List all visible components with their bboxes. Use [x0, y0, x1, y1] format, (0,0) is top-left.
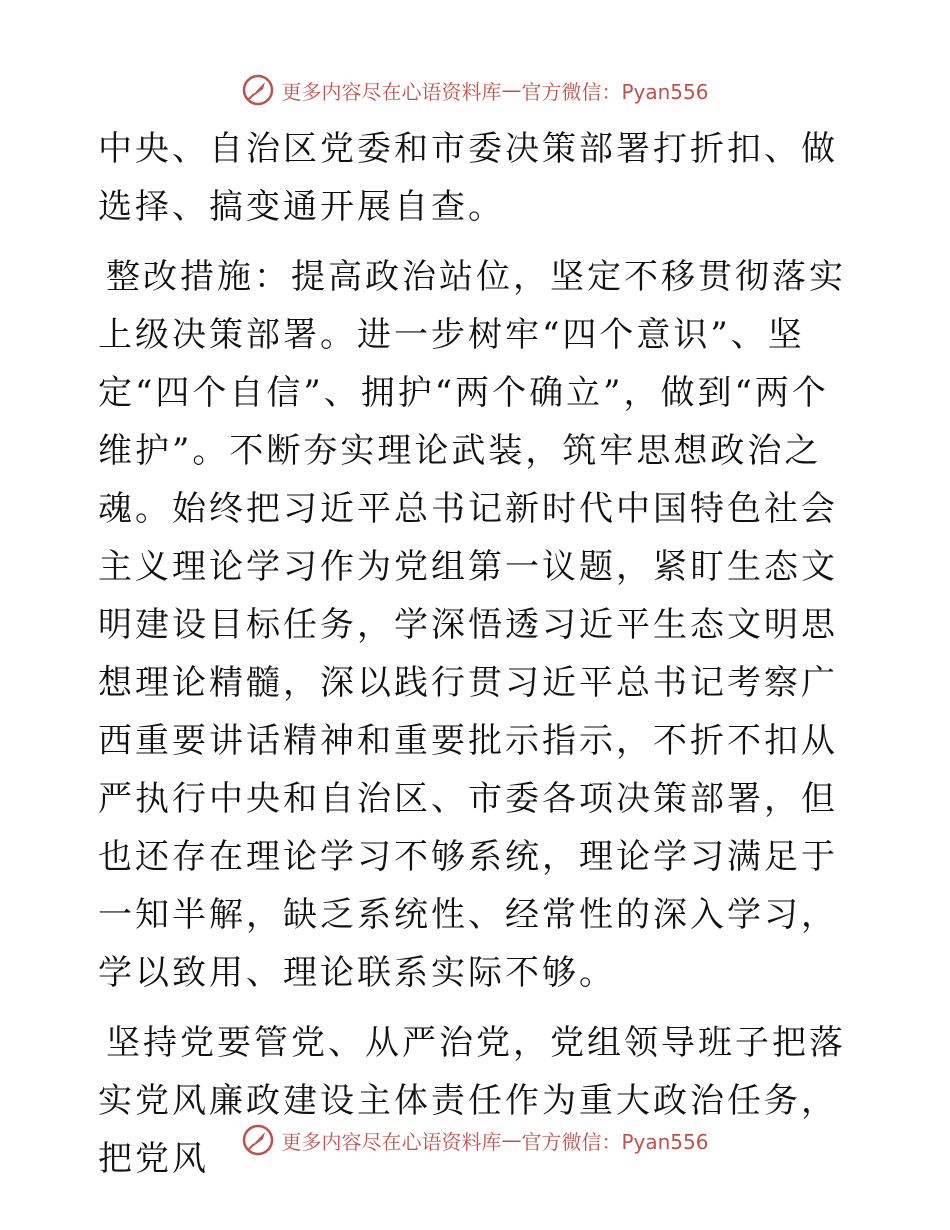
- watermark-main-text: 更多内容尽在心语资料库: [281, 1129, 502, 1154]
- watermark-wechat-text: 官方微信：Pyan556: [521, 79, 709, 104]
- watermark-wechat-text: 官方微信：Pyan556: [521, 1129, 709, 1154]
- watermark-main-text: 更多内容尽在心语资料库: [281, 79, 502, 104]
- document-body: [98, 120, 858, 1188]
- header-watermark: [0, 70, 950, 110]
- paragraph-2: 整改措施：提高政治站位，坚定不移贯彻落实上级决策部署。进一步树牢“四个意识”、坚定“四个自信”、拥护“两个确立”，做到“两个维护”。不断夯实理论武装，筑牢思想政治之魂。始终把习近平总书记新时代中国特色社会主义理论学习作为党组第一议题，紧盯生态文明建设目标任务，学深悟透习近平生态文明思想理论精髓，深以践行贯习近平总书记考察广西重要讲话精神和重要批示指示，不折不扣从严执行中央和自治区、市委各项决策部署，但也还存在理论学习不够系统，理论学习满足于一知半解，缺乏系统性、经常性的深入学习，学以致用、理论联系实际不够。: [98, 257, 846, 993]
- quill-logo-icon: [241, 73, 275, 107]
- paragraph-3: 坚持党要管党、从严治党，党组领导班子把落实党风廉政建设主体责任作为重大政治任务，把党风: [98, 1023, 846, 1179]
- footer-watermark: [0, 1120, 950, 1160]
- quill-logo-icon: [241, 1123, 275, 1157]
- watermark-dash: —: [501, 1128, 522, 1152]
- watermark-dash: —: [501, 78, 522, 102]
- paragraph-1: 中央、自治区党委和市委决策部署打折扣、做选择、搞变通开展自查。: [98, 129, 838, 227]
